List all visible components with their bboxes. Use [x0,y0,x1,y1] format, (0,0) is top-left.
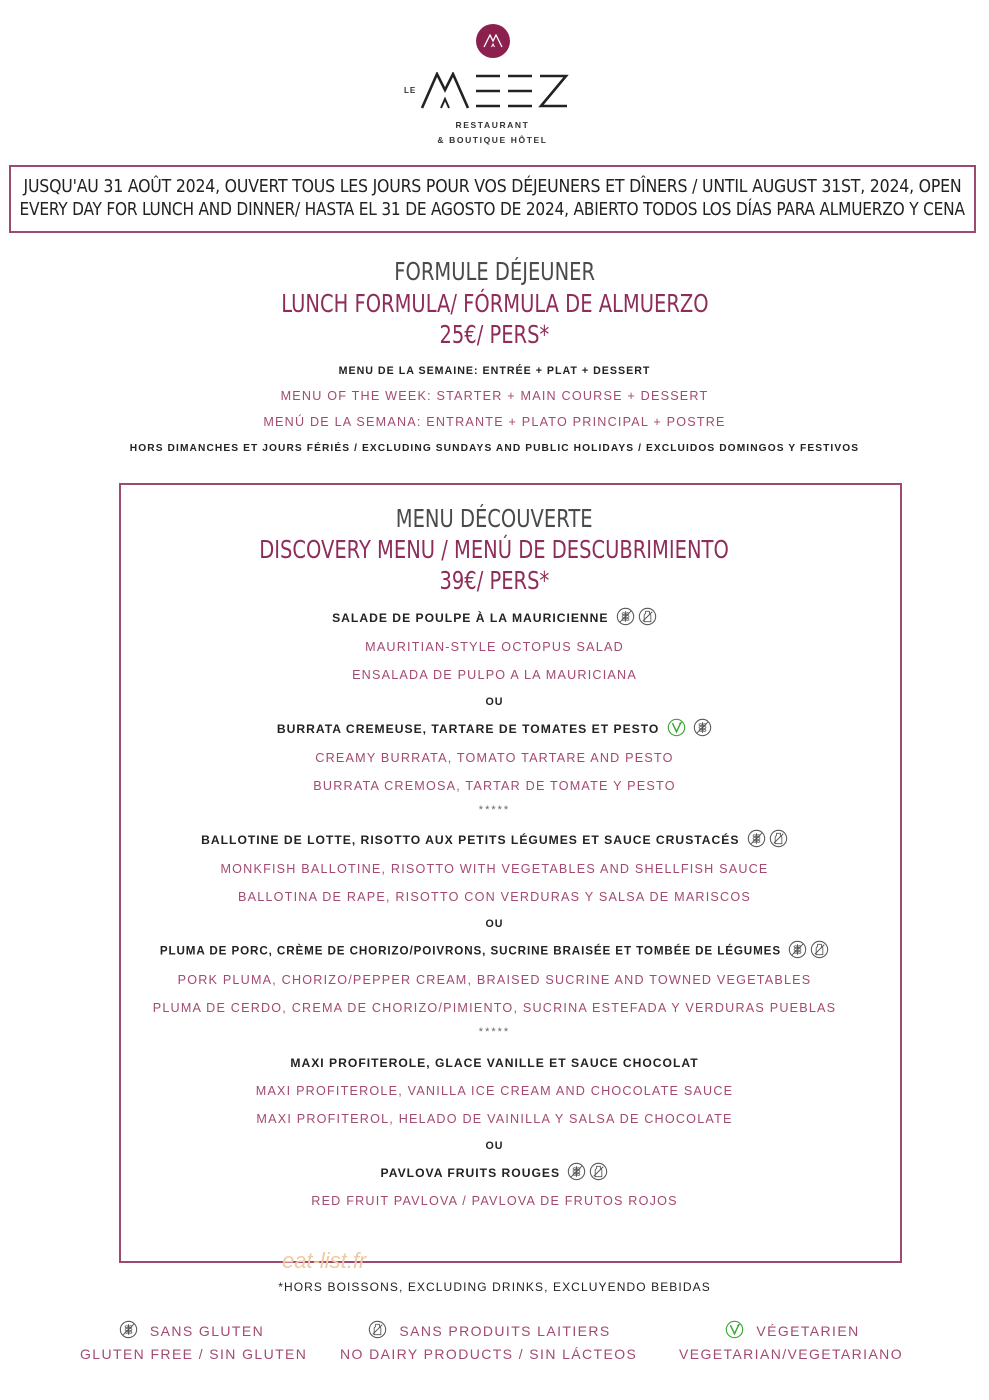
discovery-title-en-es: DISCOVERY MENU / MENÚ DE DESCUBRIMIENTO [259,535,730,564]
dish-burrata-fr: BURRATA CREMEUSE, TARTARE DE TOMATES ET PESTO [0,720,989,739]
dish-profiterole-es: MAXI PROFITEROL, HELADO DE VAINILLA Y SALSA DE CHOCOLATE [256,1112,733,1126]
or-separator: OU [485,696,504,708]
dish-monkfish-en: MONKFISH BALLOTINE, RISOTTO WITH VEGETABLES AND SHELLFISH SAUCE [220,862,769,876]
dish-pork-en: PORK PLUMA, CHORIZO/PEPPER CREAM, BRAISED SUCRINE AND TOWNED VEGETABLES [177,973,812,987]
lunch-line-en: MENU OF THE WEEK: STARTER + MAIN COURSE + DESSERT [280,389,709,403]
or-separator: OU [485,1140,504,1152]
dairy-free-icon [769,829,788,848]
discovery-price: 39€/ PERS* [439,566,550,595]
logo-monogram-icon [483,34,503,48]
dish-octopus-fr: SALADE DE POULPE À LA MAURICIENNE [0,609,989,628]
gluten-free-icon [747,829,766,848]
watermark: eat-list.fr [282,1248,367,1273]
logo-subtitle-restaurant: RESTAURANT [455,120,530,130]
legend-dairy-free: SANS PRODUITS LAITIERS NO DAIRY PRODUCTS / SIN LÁCTEOS [340,1320,636,1366]
dairy-free-icon [810,940,829,959]
gluten-free-icon [693,718,712,737]
announcement-line-1: JUSQU'AU 31 AOÛT 2024, OUVERT TOUS LES JOURS POUR VOS DÉJEUNERS ET DÎNERS / UNTIL AUGUST 31ST, 2024, OPEN [23,177,962,197]
vegetarian-icon [667,718,686,737]
course-separator: ***** [478,804,511,816]
lunch-line-es: MENÚ DE LA SEMANA: ENTRANTE + PLATO PRINCIPAL + POSTRE [263,415,726,429]
gluten-free-icon [788,940,807,959]
dairy-free-icon [638,607,657,626]
logo-meez-lettering [420,72,570,110]
lunch-title-fr: FORMULE DÉJEUNER [394,257,595,286]
dairy-free-icon [589,1162,608,1181]
logo-wordmark [404,72,574,112]
dish-octopus-en: MAURITIAN-STYLE OCTOPUS SALAD [365,640,624,654]
legend-gluten-free: SANS GLUTEN GLUTEN FREE / SIN GLUTEN [80,1320,300,1366]
gluten-free-icon [616,607,635,626]
gluten-free-icon [567,1162,586,1181]
dish-pork-es: PLUMA DE CERDO, CREMA DE CHORIZO/PIMIENTO, SUCRINA ESTEFADA Y VERDURAS PUEBLAS [152,1001,837,1015]
dish-profiterole-en: MAXI PROFITEROLE, VANILLA ICE CREAM AND CHOCOLATE SAUCE [255,1084,734,1098]
logo-subtitle-hotel: & BOUTIQUE HÔTEL [437,135,548,145]
logo-prefix: LE [404,86,417,95]
lunch-exclusion-note: HORS DIMANCHES ET JOURS FÉRIÉS / EXCLUDING SUNDAYS AND PUBLIC HOLIDAYS / EXCLUIDOS DOMINGOS Y FESTIVOS [129,443,860,454]
course-separator: ***** [478,1026,511,1038]
vegetarian-icon [725,1320,744,1339]
or-separator: OU [485,918,504,930]
lunch-title-en-es: LUNCH FORMULA/ FÓRMULA DE ALMUERZO [280,289,709,318]
lunch-line-fr: MENU DE LA SEMAINE: ENTRÉE + PLAT + DESSERT [338,365,651,377]
dish-monkfish-es: BALLOTINA DE RAPE, RISOTTO CON VERDURAS Y SALSA DE MARISCOS [238,890,751,904]
dish-monkfish-fr: BALLOTINE DE LOTTE, RISOTTO AUX PETITS LÉGUMES ET SAUCE CRUSTACÉS [0,831,989,850]
dish-profiterole-fr: MAXI PROFITEROLE, GLACE VANILLE ET SAUCE CHOCOLAT [290,1056,699,1070]
opening-announcement [9,165,976,233]
gluten-free-icon [119,1320,138,1339]
dairy-free-icon [368,1320,387,1339]
legend-vegetarian: VÉGETARIEN VEGETARIAN/VEGETARIANO [676,1320,906,1366]
dish-pork-fr: PLUMA DE PORC, CRÈME DE CHORIZO/POIVRONS, SUCRINE BRAISÉE ET TOMBÉE DE LÉGUMES [0,942,989,961]
dish-octopus-es: ENSALADA DE PULPO A LA MAURICIANA [352,668,637,682]
dish-burrata-en: CREAMY BURRATA, TOMATO TARTARE AND PESTO [315,751,674,765]
dish-pavlova-en-es: RED FRUIT PAVLOVA / PAVLOVA DE FRUTOS ROJOS [311,1194,678,1208]
dish-burrata-es: BURRATA CREMOSA, TARTAR DE TOMATE Y PESTO [313,779,676,793]
lunch-price: 25€/ PERS* [439,320,550,349]
announcement-line-2: EVERY DAY FOR LUNCH AND DINNER/ HASTA EL 31 DE AGOSTO DE 2024, ABIERTO TODOS LOS DÍAS PARA ALMUERZO Y CENA [19,200,966,220]
dish-pavlova-fr: PAVLOVA FRUITS ROUGES [0,1164,989,1183]
discovery-title-fr: MENU DÉCOUVERTE [396,504,593,533]
drinks-footnote: *HORS BOISSONS, EXCLUDING DRINKS, EXCLUYENDO BEBIDAS [278,1280,711,1294]
logo-emblem [476,24,510,58]
